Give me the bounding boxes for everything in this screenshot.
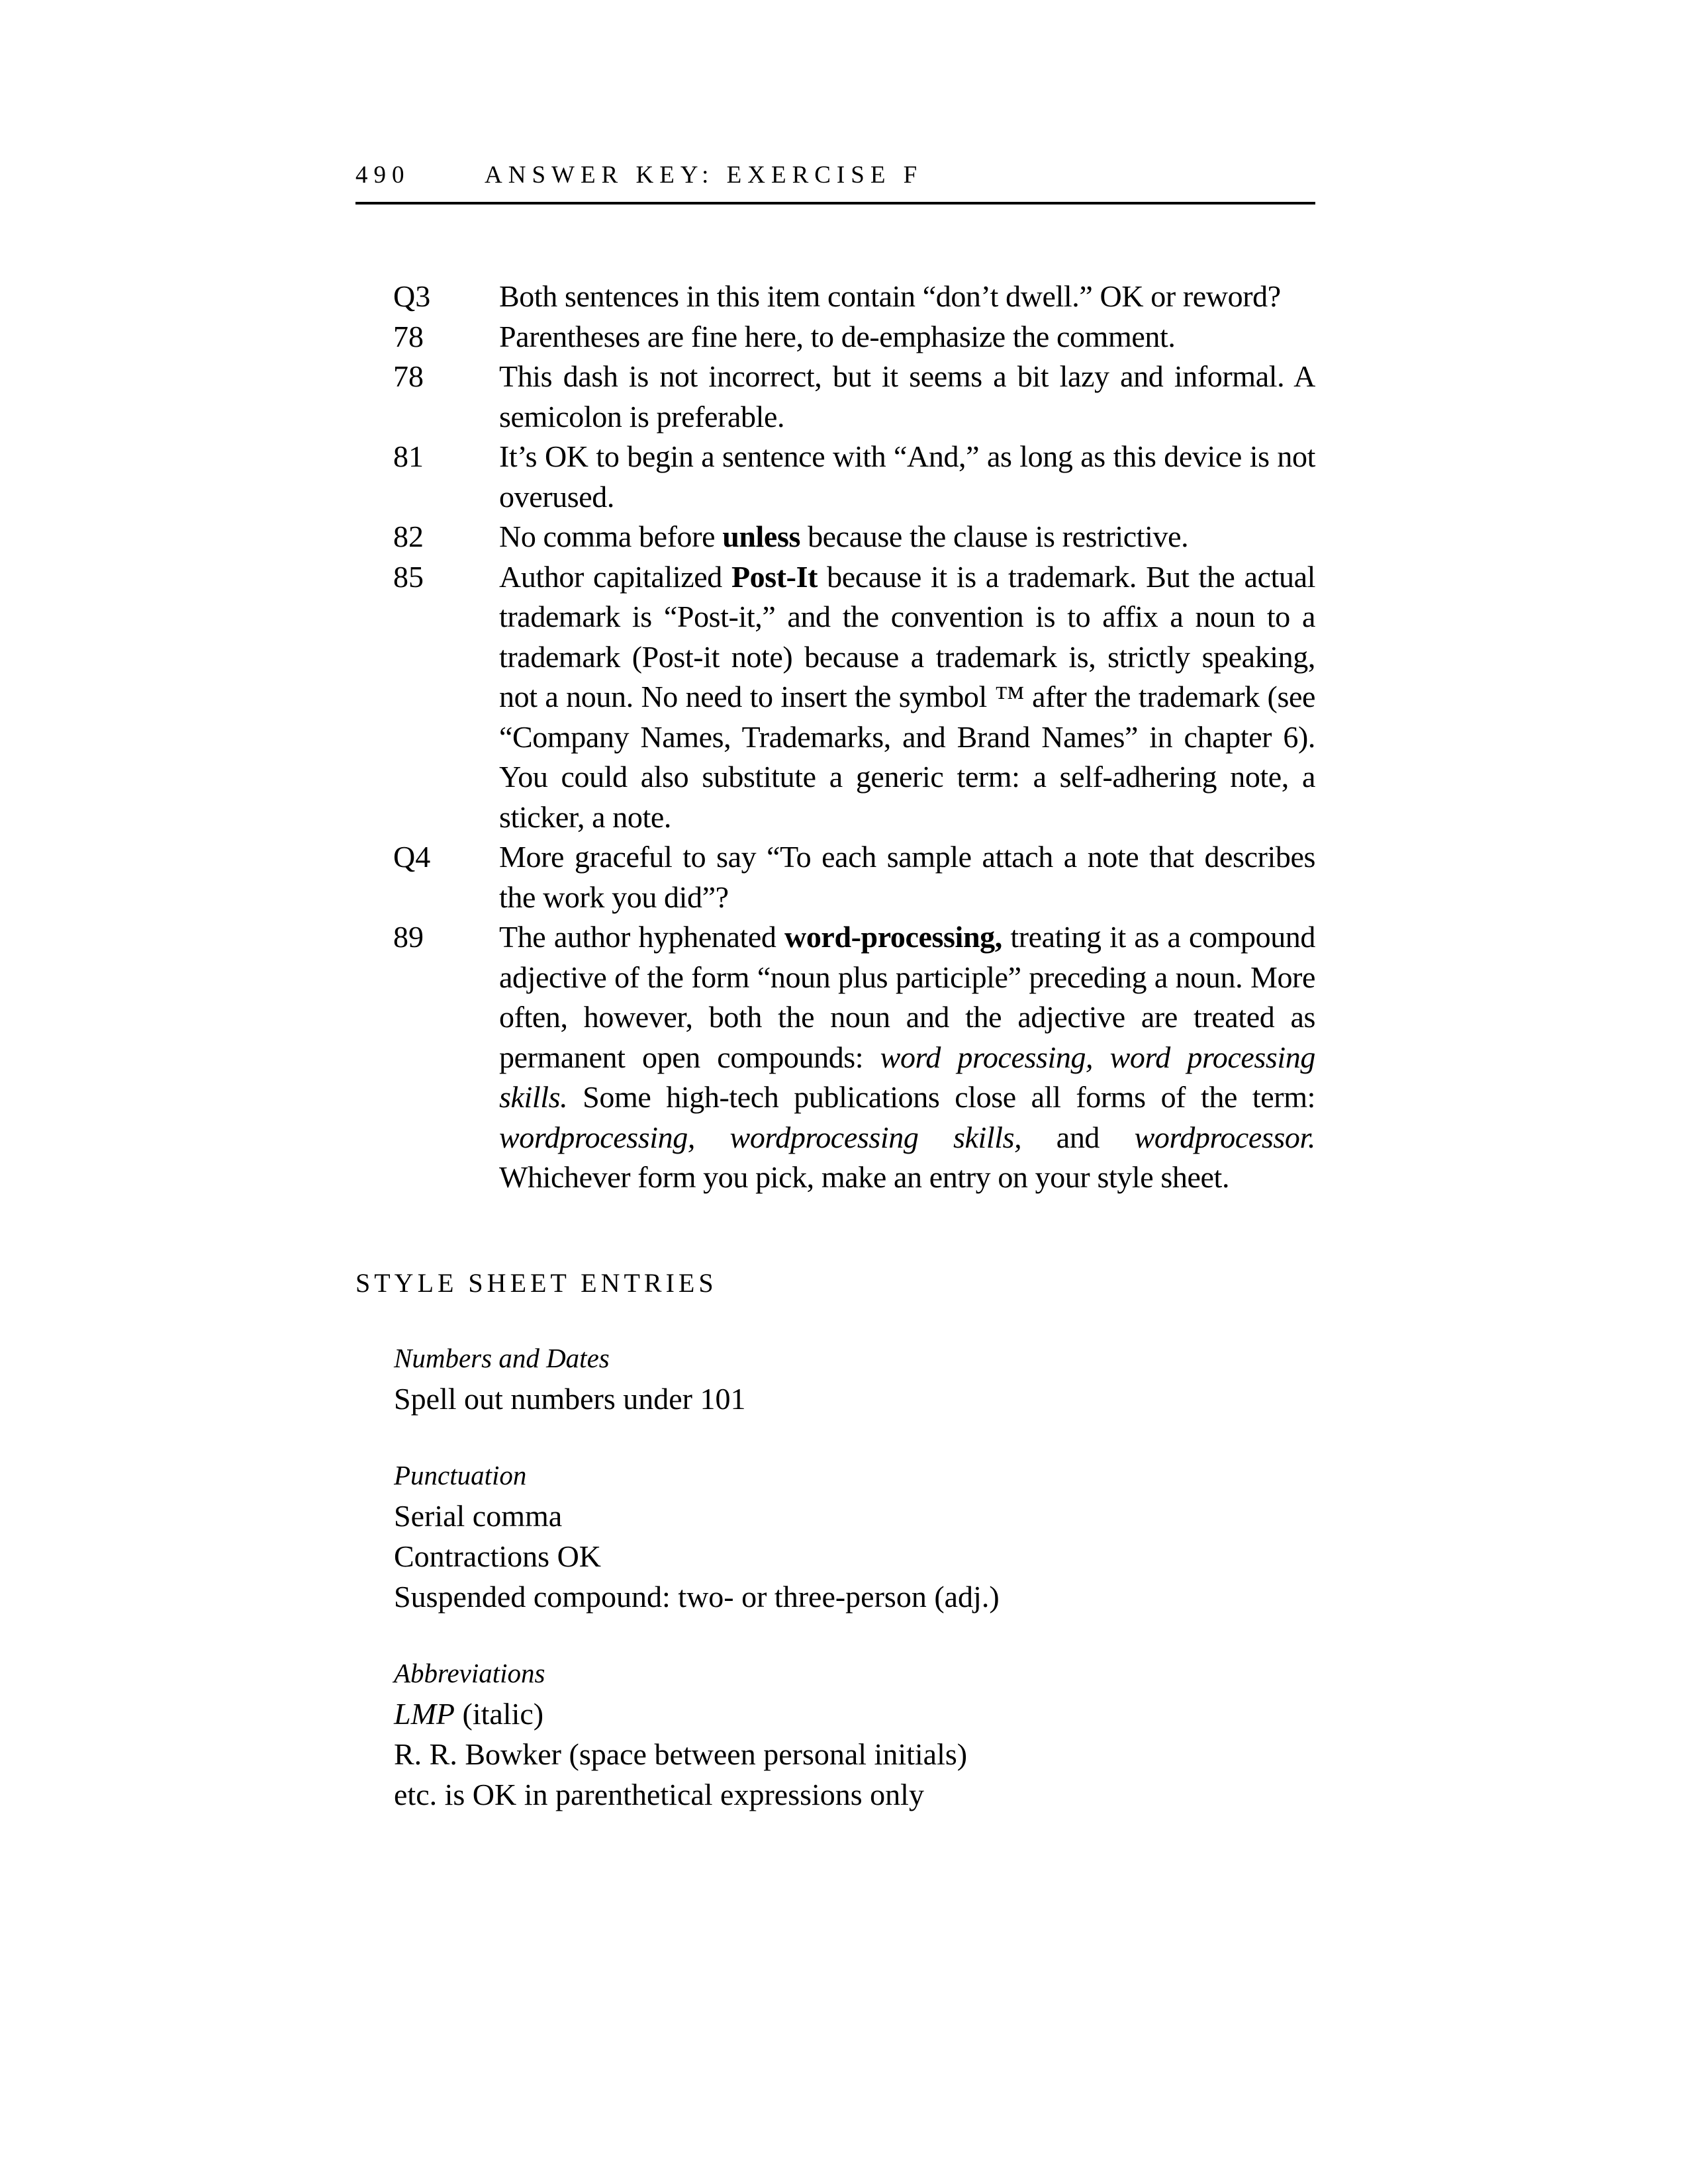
text-run: Parentheses are fine here, to de-emphasize the comment.: [499, 319, 1176, 353]
answer-notes-list: [355, 277, 1315, 1198]
note-reference: 78: [393, 359, 424, 393]
note-item: [355, 517, 1315, 557]
style-sheet-category: Punctuation: [394, 1460, 527, 1490]
style-sheet-entry: [394, 1694, 1321, 1734]
note-reference: 89: [393, 920, 424, 954]
note-reference: 78: [393, 319, 424, 353]
text-run: and: [1021, 1120, 1135, 1154]
note-item: [355, 837, 1315, 917]
text-run: Contractions OK: [394, 1539, 602, 1573]
page-number: 490: [355, 161, 410, 189]
text-run: The author hyphenated: [499, 920, 785, 954]
style-sheet-entry: [394, 1379, 1321, 1419]
note-reference: 82: [393, 520, 424, 553]
bold-term: Post-It: [731, 559, 818, 594]
style-sheet-entries: [394, 1340, 1321, 1853]
note-text: [499, 837, 1315, 917]
text-run: Both sentences in this item contain “don’t dwell.” OK or reword?: [499, 279, 1281, 313]
style-sheet-entry: [394, 1496, 1321, 1536]
style-sheet-entry: [394, 1536, 1321, 1576]
style-sheet-group: [394, 1340, 1321, 1419]
text-run: Whichever form you pick, make an entry on your style sheet.: [499, 1160, 1230, 1194]
text-run: Some high-tech publications close all forms of the term:: [567, 1080, 1315, 1114]
running-head: [355, 161, 1315, 190]
note-item: [355, 917, 1315, 1198]
text-run: No comma before: [499, 520, 723, 553]
note-reference: Q3: [393, 279, 431, 313]
style-sheet-category: Abbreviations: [394, 1658, 545, 1688]
note-text: [499, 517, 1315, 557]
text-run: Author capitalized: [499, 559, 731, 594]
header-rule: [355, 202, 1315, 205]
text-run: etc. is OK in parenthetical expressions only: [394, 1778, 924, 1811]
text-run: R. R. Bowker (space between personal initials): [394, 1737, 968, 1771]
note-reference: 85: [393, 559, 424, 594]
style-sheet-entry: [394, 1734, 1321, 1774]
italic-term: LMP: [394, 1697, 455, 1731]
text-run: More graceful to say “To each sample attach a note that describes the work you did”?: [499, 840, 1315, 914]
text-run: Serial comma: [394, 1499, 563, 1533]
note-text: [499, 357, 1315, 437]
text-run: Spell out numbers under 101: [394, 1382, 746, 1416]
note-item: [355, 557, 1315, 838]
note-item: [355, 437, 1315, 517]
text-run: Suspended compound: two- or three-person (adj.): [394, 1580, 1000, 1614]
section-heading-style-sheet: STYLE SHEET ENTRIES: [355, 1268, 718, 1298]
note-reference: Q4: [393, 840, 431, 874]
running-title: ANSWER KEY: EXERCISE F: [485, 161, 923, 189]
italic-term: word processing, word processing skills.: [499, 1040, 1315, 1114]
text-run: because it is a trademark. But the actual trademark is “Post-it,” and the convention is to affix a noun to a trademark (Post-it note) because a trademark is, strictly speaking, not a noun. No need to insert the symbol ™ after the trademark (see “Company Names, Trademarks, and Brand Names” in chapter 6). You could also substitute a generic term: a self-adhering note, a sticker, a note.: [499, 559, 1315, 834]
text-run: This dash is not incorrect, but it seems a bit lazy and informal. A semicolon is preferable.: [499, 359, 1315, 433]
note-text: [499, 317, 1315, 357]
bold-term: unless: [722, 520, 800, 553]
style-sheet-group: [394, 1457, 1321, 1617]
style-sheet-category: Numbers and Dates: [394, 1343, 610, 1373]
note-item: [355, 357, 1315, 437]
note-text: [499, 917, 1315, 1198]
note-item: [355, 317, 1315, 357]
note-text: [499, 437, 1315, 517]
style-sheet-group: [394, 1655, 1321, 1815]
note-reference: 81: [393, 439, 424, 473]
text-run: (italic): [455, 1697, 544, 1731]
note-text: [499, 557, 1315, 838]
style-sheet-entry: [394, 1576, 1321, 1617]
text-run: treating it as a compound adjective of the form “noun plus participle” preceding a noun. More often, however, both the noun and the adjective are treated as permanent open compounds:: [499, 920, 1315, 1074]
text-run: It’s OK to begin a sentence with “And,” as long as this device is not overused.: [499, 439, 1315, 514]
italic-term: wordprocessor.: [1134, 1120, 1315, 1154]
text-run: because the clause is restrictive.: [800, 520, 1189, 553]
italic-term: wordprocessing, wordprocessing skills,: [499, 1120, 1022, 1154]
note-text: [499, 277, 1315, 317]
bold-term: word-processing,: [784, 920, 1002, 954]
style-sheet-entry: [394, 1774, 1321, 1815]
note-item: [355, 277, 1315, 317]
